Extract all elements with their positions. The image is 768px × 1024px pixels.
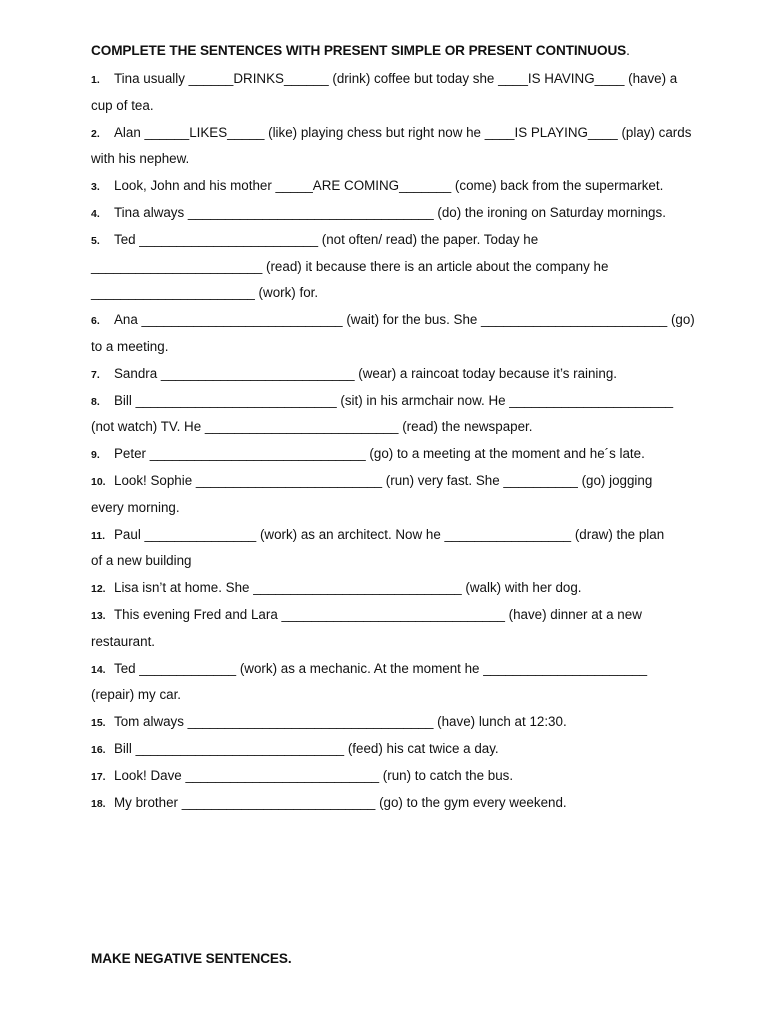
item-text: Ted ________________________ (not often/ read) the paper. Today he — [114, 231, 539, 247]
exercise-item-continuation — [91, 495, 681, 522]
item-text: cup of tea. — [91, 97, 154, 113]
section-heading-period: . — [626, 43, 630, 58]
section-heading-negative — [91, 951, 292, 966]
exercise-item-continuation — [91, 682, 681, 709]
item-number: 3. — [91, 181, 100, 194]
exercise-item — [91, 709, 681, 736]
item-number: 7. — [91, 368, 100, 381]
item-number: 14. — [91, 663, 106, 676]
item-number: 16. — [91, 743, 106, 756]
exercise-item — [91, 307, 695, 334]
item-number: 8. — [91, 395, 100, 408]
item-text: Tina usually ______DRINKS______ (drink) coffee but today she ____IS HAVING____ (have) a — [114, 71, 678, 86]
item-text: This evening Fred and Lara ______________________________ (have) dinner at a new — [114, 606, 642, 622]
item-text: (not watch) TV. He __________________________ (read) the newspaper. — [91, 419, 533, 435]
item-text: Lisa isn’t at home. She ____________________________ (walk) with her dog. — [114, 580, 582, 596]
exercise-item — [91, 468, 681, 495]
item-number: 2. — [91, 127, 100, 140]
exercise-item — [91, 656, 681, 683]
exercise-item-continuation — [91, 334, 681, 361]
item-number: 17. — [91, 770, 106, 783]
item-text: Look! Sophie _________________________ (run) very fast. She __________ (go) jogging — [114, 472, 653, 488]
item-text: Bill ___________________________ (sit) in his armchair now. He ______________________ — [114, 392, 674, 408]
section-heading-text: MAKE NEGATIVE SENTENCES. — [91, 951, 292, 966]
item-text: to a meeting. — [91, 338, 169, 354]
item-text: Look! Dave __________________________ (run) to catch the bus. — [114, 767, 514, 783]
item-number: 12. — [91, 583, 106, 596]
item-text: of a new building — [91, 553, 192, 569]
section-heading-complete — [91, 43, 630, 58]
exercise-item — [91, 388, 681, 415]
section-heading-text: COMPLETE THE SENTENCES WITH PRESENT SIMPLE OR PRESENT CONTINUOUS — [91, 43, 627, 58]
exercise-item-continuation — [91, 93, 681, 120]
item-text: with his nephew. — [91, 151, 190, 167]
exercise-item — [91, 361, 681, 388]
item-number: 1. — [91, 74, 100, 86]
exercise-item-continuation — [91, 280, 681, 307]
exercise-list — [91, 66, 695, 816]
item-text: Sandra __________________________ (wear) a raincoat today because it’s raining. — [114, 365, 618, 381]
item-number: 9. — [91, 449, 100, 462]
item-text: Tom always _________________________________ (have) lunch at 12:30. — [114, 714, 567, 730]
exercise-item — [91, 602, 681, 629]
item-number: 11. — [91, 529, 106, 542]
exercise-item — [91, 736, 681, 763]
exercise-item — [91, 790, 681, 817]
exercise-item — [91, 173, 681, 200]
exercise-item — [91, 763, 681, 790]
item-number: 4. — [91, 207, 100, 220]
exercise-item — [91, 441, 681, 468]
exercise-item-continuation — [91, 414, 681, 441]
item-text: every morning. — [91, 499, 180, 515]
item-text: Ana ___________________________ (wait) for the bus. She _________________________ (go) — [114, 312, 695, 328]
item-text: My brother __________________________ (go) to the gym every weekend. — [114, 794, 567, 810]
exercise-item — [91, 200, 681, 227]
exercise-item — [91, 522, 681, 549]
exercise-item-continuation — [91, 254, 681, 281]
item-text: Paul _______________ (work) as an architect. Now he _________________ (draw) the plan — [114, 526, 665, 542]
exercise-item — [91, 120, 692, 147]
item-number: 13. — [91, 609, 106, 622]
item-number: 15. — [91, 717, 106, 730]
item-text: Tina always _________________________________ (do) the ironing on Saturday mornings. — [114, 204, 666, 220]
item-text: Look, John and his mother _____ARE COMING_______ (come) back from the supermarket. — [114, 178, 664, 194]
item-text: restaurant. — [91, 633, 156, 649]
item-number: 18. — [91, 797, 106, 810]
exercise-item — [91, 575, 681, 602]
item-text: Alan ______LIKES_____ (like) playing chess but right now he ____IS PLAYING____ (play) cards — [114, 124, 692, 140]
exercise-item-continuation — [91, 629, 681, 656]
exercise-item-continuation — [91, 548, 681, 575]
item-number: 5. — [91, 234, 100, 247]
item-text: Ted _____________ (work) as a mechanic. At the moment he ______________________ — [114, 660, 648, 676]
item-number: 10. — [91, 475, 106, 488]
exercise-item-continuation — [91, 146, 681, 173]
exercise-item — [91, 66, 681, 93]
item-text: ______________________ (work) for. — [91, 285, 319, 301]
item-text: Bill ____________________________ (feed) his cat twice a day. — [114, 740, 499, 756]
item-text: Peter _____________________________ (go) to a meeting at the moment and he´s late. — [114, 446, 645, 462]
item-number: 6. — [91, 315, 100, 328]
item-text: (repair) my car. — [91, 687, 182, 703]
exercise-item — [91, 227, 681, 254]
item-text: _______________________ (read) it because there is an article about the company he — [91, 258, 609, 274]
